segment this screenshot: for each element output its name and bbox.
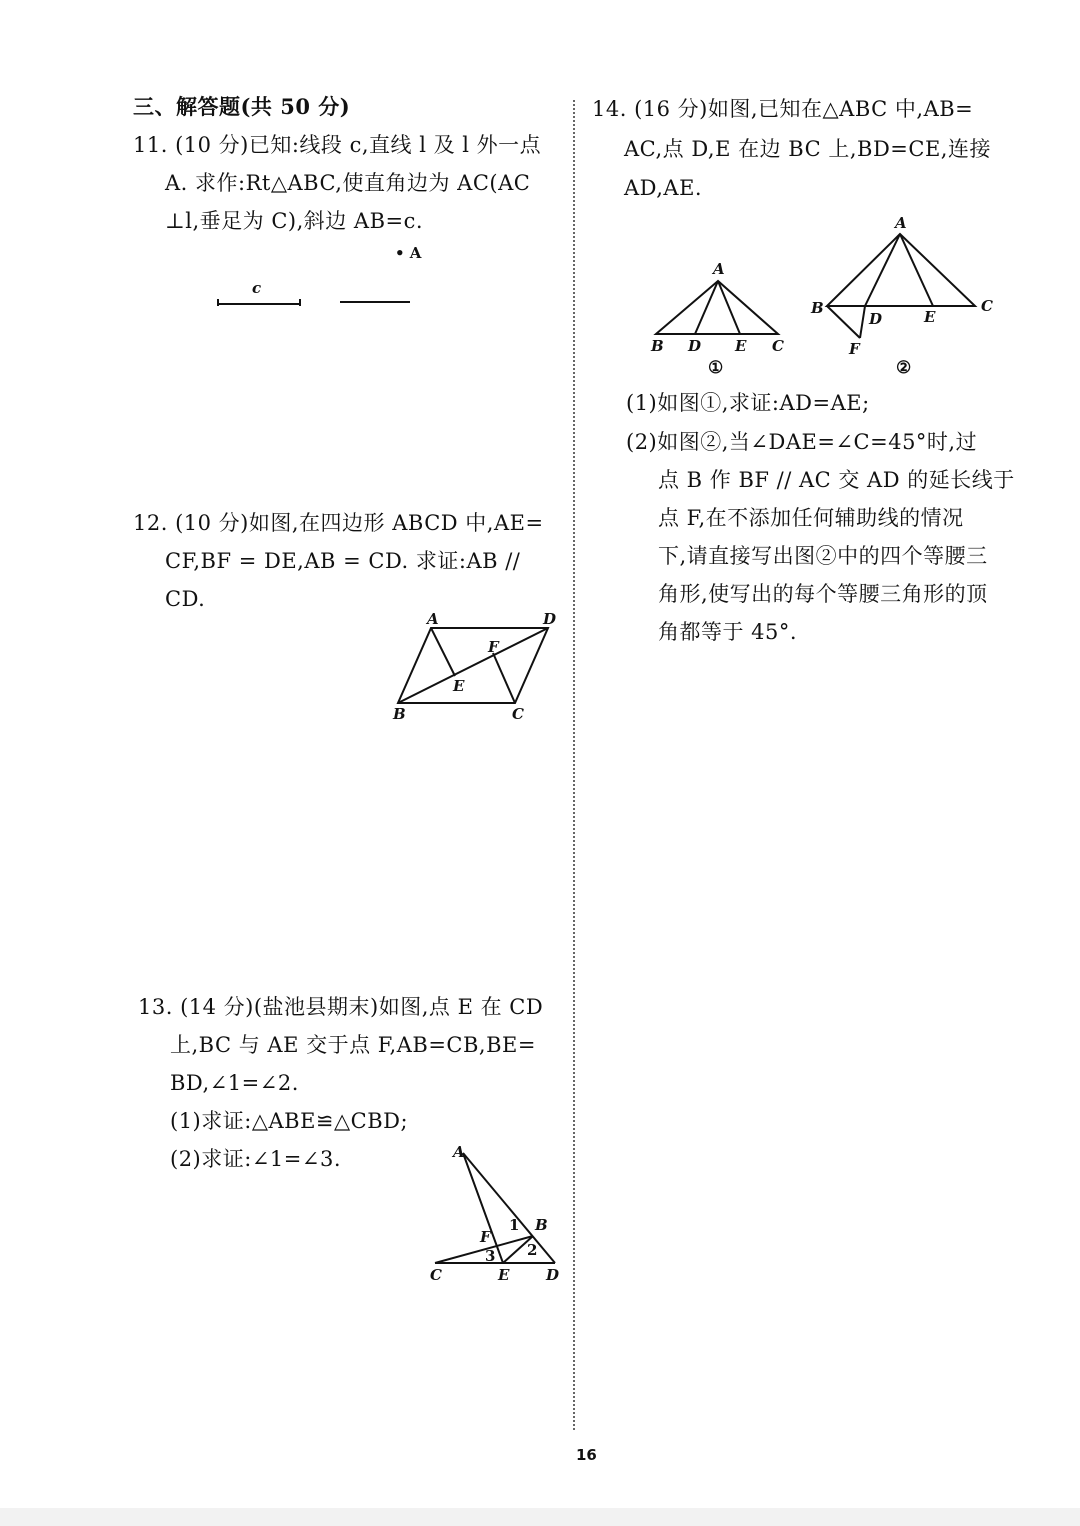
q13-line-4: (1)求证:△ABE≌△CBD; [170, 1109, 409, 1133]
q13-angle-1: 1 [509, 1216, 520, 1234]
q13-line-3: BD,∠1=∠2. [170, 1071, 299, 1095]
column-divider [573, 100, 575, 1430]
q14-fig1-label-a: A [713, 260, 725, 278]
q14-line-7: 点 F,在不添加任何辅助线的情况 [658, 506, 964, 530]
q13-label-c: C [430, 1266, 442, 1284]
q14-fig2-label-f: F [849, 340, 860, 358]
q12-line-1: 12. (10 分)如图,在四边形 ABCD 中,AE= [133, 511, 544, 535]
q12-line-3: CD. [165, 587, 206, 611]
q13-line-2: 上,BC 与 AE 交于点 F,AB=CB,BE= [170, 1033, 536, 1057]
q12-figure [385, 605, 565, 725]
q14-fig1-caption: ① [708, 358, 724, 378]
q13-label-e: E [498, 1266, 510, 1284]
q13-line-ad [463, 1153, 555, 1263]
q14-fig2-label-e: E [924, 308, 936, 326]
q11-point-a-label: • A [395, 244, 422, 262]
section-title: 三、解答题(共 50 分) [133, 94, 351, 119]
q12-label-f: F [488, 638, 499, 656]
q14-fig2-label-a: A [895, 214, 907, 232]
q14-line-3: AD,AE. [624, 176, 703, 200]
q12-label-c: C [512, 705, 524, 723]
q14-fig2-caption: ② [896, 358, 912, 378]
q14-fig2-label-d: D [869, 310, 883, 328]
q13-label-d: D [546, 1266, 560, 1284]
q11-line-2: A. 求作:Rt△ABC,使直角边为 AC(AC [165, 171, 531, 195]
q14-figure-2 [805, 210, 1000, 380]
bottom-margin [0, 1508, 1080, 1526]
q13-angle-2: 2 [527, 1241, 538, 1259]
page-number: 16 [576, 1446, 597, 1464]
q14-line-9: 角形,使写出的每个等腰三角形的顶 [658, 582, 988, 606]
q13-figure [425, 1140, 575, 1285]
q11-line-1: 11. (10 分)已知:线段 c,直线 l 及 l 外一点 [133, 133, 542, 157]
q14-line-4: (1)如图①,求证:AD=AE; [626, 391, 870, 415]
q14-fig2-label-c: C [981, 297, 993, 315]
q14-fig1-label-e: E [735, 337, 747, 355]
q12-label-d: D [543, 610, 557, 628]
q14-line-8: 下,请直接写出图②中的四个等腰三 [658, 544, 988, 568]
q14-fig1-label-b: B [651, 337, 664, 355]
q14-figure-1 [640, 255, 800, 380]
q14-line-5: (2)如图②,当∠DAE=∠C=45°时,过 [626, 430, 978, 454]
q13-label-a: A [453, 1143, 465, 1161]
q11-line-3: ⊥l,垂足为 C),斜边 AB=c. [165, 209, 424, 233]
q14-fig1-triangle [656, 281, 778, 334]
q14-fig2-label-b: B [811, 299, 824, 317]
q11-figure [200, 238, 440, 318]
q13-label-b: B [535, 1216, 548, 1234]
q11-segment-c-label: c [252, 279, 262, 297]
q13-line-1: 13. (14 分)(盐池县期末)如图,点 E 在 CD [138, 995, 544, 1019]
q13-line-5: (2)求证:∠1=∠3. [170, 1147, 342, 1171]
q14-line-1: 14. (16 分)如图,已知在△ABC 中,AB= [592, 97, 974, 121]
q14-line-6: 点 B 作 BF // AC 交 AD 的延长线于 [658, 468, 1015, 492]
q14-fig2-triangle [827, 234, 975, 306]
q14-fig1-label-d: D [688, 337, 702, 355]
q12-diagonal-bd [398, 628, 548, 703]
q13-angle-3: 3 [485, 1247, 496, 1265]
q13-label-f: F [480, 1228, 491, 1246]
q14-fig1-label-c: C [772, 337, 784, 355]
q14-line-10: 角都等于 45°. [658, 620, 798, 644]
q12-label-a: A [427, 610, 439, 628]
q12-line-2: CF,BF = DE,AB = CD. 求证:AB // [165, 549, 521, 573]
q12-label-e: E [453, 677, 465, 695]
q14-line-2: AC,点 D,E 在边 BC 上,BD=CE,连接 [624, 137, 991, 161]
q12-label-b: B [393, 705, 406, 723]
